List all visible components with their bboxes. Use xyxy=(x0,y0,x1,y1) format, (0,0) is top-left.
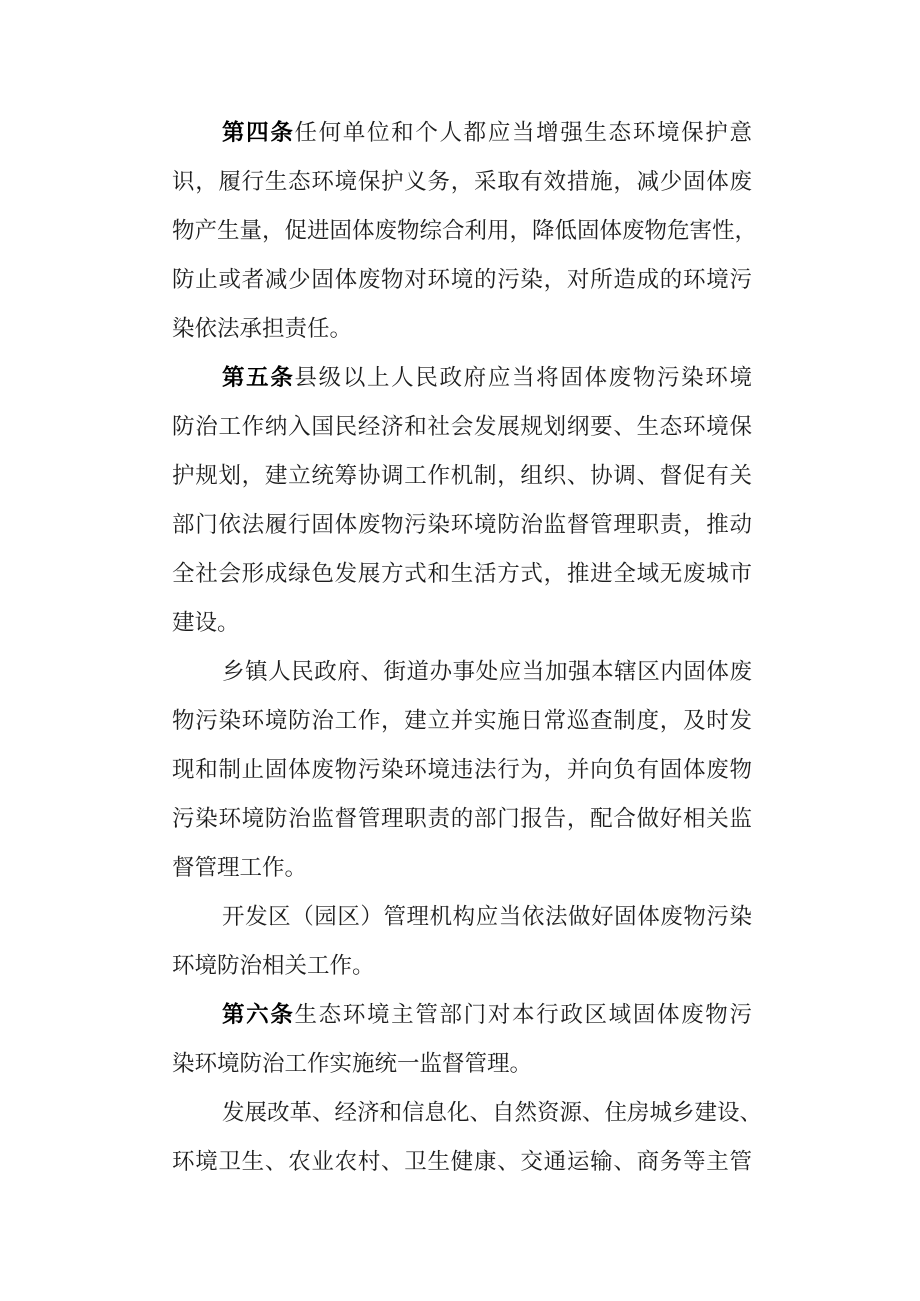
article-heading: 第六条 xyxy=(222,1002,295,1028)
line-text: 开发区（园区）管理机构应当依法做好固体废物污染 xyxy=(222,904,752,930)
line-text: 护规划，建立统筹协调工作机制，组织、协调、督促有关 xyxy=(172,463,752,489)
text-line xyxy=(172,557,752,591)
text-line xyxy=(222,361,752,395)
article-heading: 第五条 xyxy=(222,365,295,391)
text-line xyxy=(222,655,752,689)
line-text: 防治工作纳入国民经济和社会发展规划纲要、生态环境保 xyxy=(172,414,752,440)
article-heading: 第四条 xyxy=(222,120,295,146)
text-line xyxy=(172,263,752,297)
line-text: 任何单位和个人都应当增强生态环境保护意 xyxy=(294,120,752,146)
text-line xyxy=(172,1047,752,1081)
text-line xyxy=(172,312,752,346)
text-line xyxy=(222,116,752,150)
line-text: 物产生量，促进固体废物综合利用，降低固体废物危害性， xyxy=(172,218,758,244)
line-text: 识，履行生态环境保护义务，采取有效措施，减少固体废 xyxy=(172,169,752,195)
line-text: 物污染环境防治工作，建立并实施日常巡查制度，及时发 xyxy=(172,708,752,734)
line-text: 部门依法履行固体废物污染环境防治监督管理职责，推动 xyxy=(172,512,752,538)
text-line xyxy=(172,410,752,444)
line-text: 乡镇人民政府、街道办事处应当加强本辖区内固体废 xyxy=(222,659,752,685)
text-line xyxy=(172,704,752,738)
line-text: 县级以上人民政府应当将固体废物污染环境 xyxy=(294,365,752,391)
text-line xyxy=(172,165,752,199)
line-text: 全社会形成绿色发展方式和生活方式，推进全域无废城市 xyxy=(172,561,752,587)
line-text: 建设。 xyxy=(172,610,240,636)
text-line xyxy=(172,214,758,248)
text-line xyxy=(172,459,752,493)
text-line xyxy=(172,802,752,836)
line-text: 督管理工作。 xyxy=(172,855,308,881)
line-text: 现和制止固体废物污染环境违法行为，并向负有固体废物 xyxy=(172,757,752,783)
text-line xyxy=(172,949,752,983)
line-text: 污染环境防治监督管理职责的部门报告，配合做好相关监 xyxy=(172,806,752,832)
line-text: 环境卫生、农业农村、卫生健康、交通运输、商务等主管 xyxy=(172,1149,752,1175)
line-text: 防止或者减少固体废物对环境的污染，对所造成的环境污 xyxy=(172,267,752,293)
text-line xyxy=(222,998,752,1032)
line-text: 生态环境主管部门对本行政区域固体废物污 xyxy=(294,1002,752,1028)
line-text: 发展改革、经济和信息化、自然资源、住房城乡建设、 xyxy=(222,1100,763,1126)
text-line xyxy=(172,508,752,542)
line-text: 环境防治相关工作。 xyxy=(172,953,375,979)
text-line xyxy=(172,606,752,640)
text-line xyxy=(222,900,752,934)
text-line xyxy=(172,1145,752,1179)
line-text: 染依法承担责任。 xyxy=(172,316,353,342)
line-text: 染环境防治工作实施统一监督管理。 xyxy=(172,1051,533,1077)
text-line xyxy=(172,753,752,787)
text-line xyxy=(172,851,752,885)
text-line xyxy=(222,1096,763,1130)
